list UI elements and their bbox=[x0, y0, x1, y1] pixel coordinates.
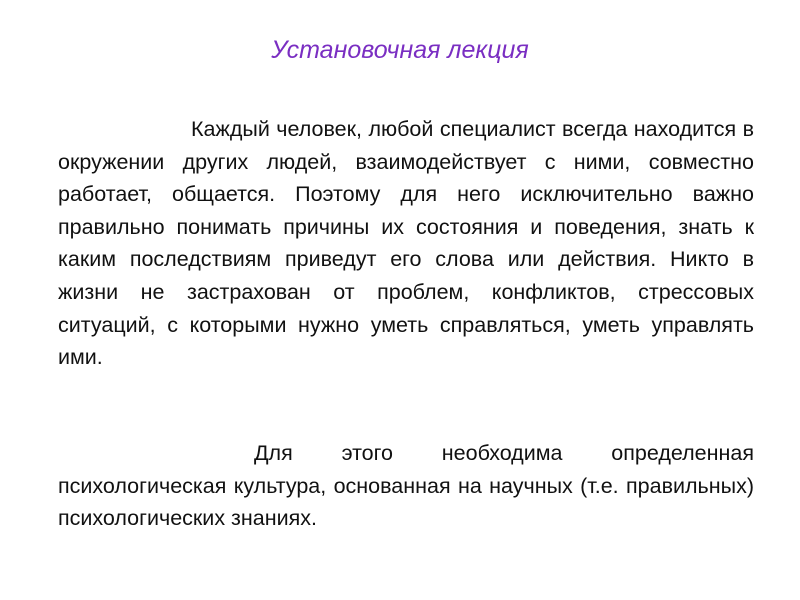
slide-title: Установочная лекция bbox=[271, 36, 529, 64]
paragraph-intro: Каждый человек, любой специалист всегда находится в окружении других людей, взаимодействует с ними, совместно работает, общается. Поэтому для него исключительно важно правильно понимать причины их состояния и поведения, знать к каким последствиям приведут его слова или действия. Никто в жизни не застрахован от проблем, конфликтов, стрессовых ситуаций, с которыми нужно уметь справляться, уметь управлять ими. bbox=[58, 117, 754, 370]
paragraph-conclusion: Для этого необходима определенная психологическая культура, основанная на научных (т.е. правильных) психологических знаниях. bbox=[58, 441, 754, 531]
